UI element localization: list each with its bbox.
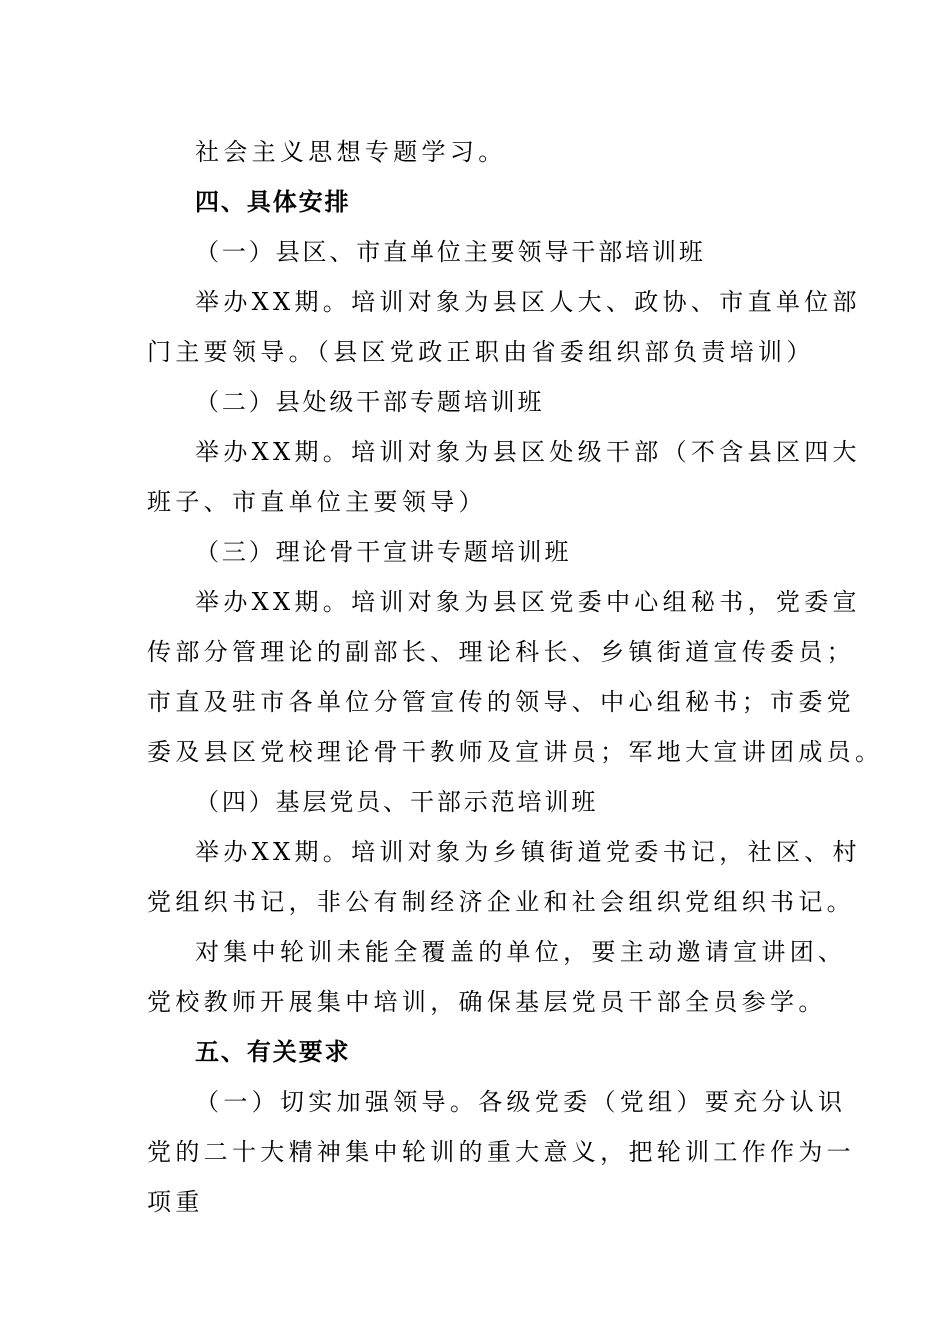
paragraph-line: 对集中轮训未能全覆盖的单位，要主动邀请宣讲团、 (195, 938, 847, 966)
section-heading-arrangements: 四、具体安排 (195, 188, 351, 216)
paragraph-line: 委及县区党校理论骨干教师及宣讲员；军地大宣讲团成员。 (147, 738, 884, 766)
paragraph-line: 传部分管理论的副部长、理论科长、乡镇街道宣传委员； (147, 638, 855, 666)
paragraph-line: 举办XX期。培训对象为县区处级干部（不含县区四大 (195, 438, 861, 466)
paragraph-line: 门主要领导。（县区党政正职由省委组织部负责培训） (147, 338, 815, 366)
subsection-heading-2: （二）县处级干部专题培训班 (195, 388, 545, 416)
paragraph-line: 举办XX期。培训对象为县区人大、政协、市直单位部 (195, 288, 861, 316)
paragraph-line: 举办XX期。培训对象为县区党委中心组秘书，党委宣 (195, 588, 861, 616)
subsection-heading-1: （一）县区、市直单位主要领导干部培训班 (195, 238, 706, 266)
subsection-heading-3: （三）理论骨干宣讲专题培训班 (195, 538, 572, 566)
subsection-heading-4: （四）基层党员、干部示范培训班 (195, 788, 599, 816)
paragraph-line: 党组织书记，非公有制经济企业和社会组织党组织书记。 (147, 888, 855, 916)
paragraph-line: 党的二十大精神集中轮训的重大意义，把轮训工作作为一 (147, 1138, 855, 1166)
paragraph-line: 举办XX期。培训对象为乡镇街道党委书记，社区、村 (195, 838, 861, 866)
paragraph-line: 党校教师开展集中培训，确保基层党员干部全员参学。 (147, 988, 827, 1016)
paragraph-line: 项重 (147, 1188, 204, 1216)
paragraph-line: （一）切实加强领导。各级党委（党组）要充分认识 (195, 1088, 847, 1116)
paragraph-line: 市直及驻市各单位分管宣传的领导、中心组秘书；市委党 (147, 688, 855, 716)
paragraph-line: 社会主义思想专题学习。 (195, 138, 507, 166)
section-heading-requirements: 五、有关要求 (195, 1038, 351, 1066)
paragraph-line: 班子、市直单位主要领导） (147, 488, 487, 516)
